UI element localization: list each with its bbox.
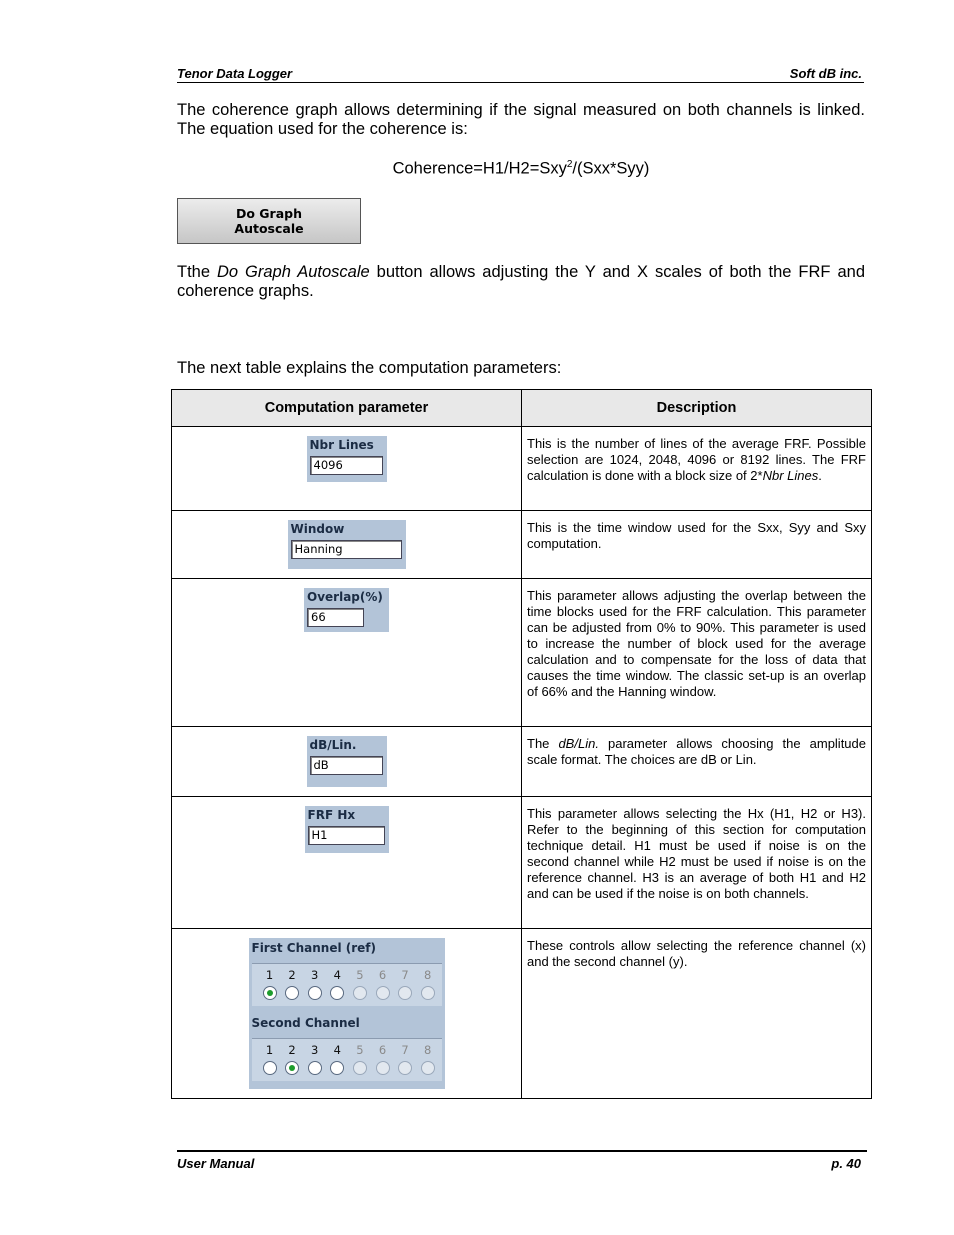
channel-radio-7 [398, 986, 412, 1000]
db-lin-field[interactable]: dB [310, 756, 383, 775]
nbr-lines-field[interactable]: 4096 [310, 456, 383, 475]
frf-hx-label: FRF Hx [307, 808, 356, 822]
table-intro: The next table explains the computation parameters: [177, 359, 562, 377]
computation-parameters-table [171, 389, 872, 1099]
channel-radio-1[interactable] [263, 1061, 277, 1075]
equation-exponent: 2 [566, 159, 573, 170]
param-cell [172, 727, 522, 797]
channel-radio-5 [353, 986, 367, 1000]
description-cell [522, 427, 872, 511]
first-channel-label: First Channel (ref) [251, 941, 376, 955]
desc-text: This is the number of lines of the average FRF. Possible selection are 1024, 2048, 4096 or 8192 lines. The FRF calculation is done with a block size of 2* [527, 436, 866, 483]
channel-number-label: 5 [356, 968, 364, 982]
table-row [172, 797, 872, 929]
header-title: Tenor Data Logger [177, 66, 293, 81]
autoscale-text-post: button allows adjusting the Y and X scales of both the FRF and coherence graphs. [177, 263, 865, 300]
frf-hx-control [305, 806, 389, 853]
equation-denominator: /(Sxx*Syy) [572, 159, 650, 178]
channel-radio-3[interactable] [308, 986, 322, 1000]
button-label-line1: Do Graph [235, 206, 303, 221]
channel-radio-6 [376, 986, 390, 1000]
table-row [172, 929, 872, 1099]
do-graph-autoscale-button[interactable] [177, 198, 361, 244]
overlap-label: Overlap(%) [307, 590, 383, 604]
channel-number-label: 3 [311, 968, 319, 982]
description-cell [522, 727, 872, 797]
header-company: Soft dB inc. [789, 66, 862, 81]
channel-number-label: 4 [333, 1043, 341, 1057]
param-cell [172, 427, 522, 511]
channel-radio-2[interactable] [285, 1061, 299, 1075]
coherence-equation [177, 159, 865, 179]
first-channel-radio-group [252, 963, 442, 1006]
channel-radio-8 [421, 986, 435, 1000]
table-row [172, 427, 872, 511]
channel-number-label: 2 [288, 1043, 296, 1057]
channel-number-label: 2 [288, 968, 296, 982]
intro-paragraph: The coherence graph allows determining if the signal measured on both channels is linked. The equation used for the coherence is: [177, 101, 865, 138]
window-label: Window [290, 522, 345, 536]
page-header [177, 64, 864, 83]
description-cell: This parameter allows adjusting the overlap between the time blocks used for the FRF calculation. This parameter can be adjusted from 0% to 90%. This parameter is used to increase the number of block used for the average calculation and to compensate for the loss of data that causes the time window. The classic set-up is an overlap of 66% and the Hanning window. [522, 579, 872, 727]
channel-number-label: 5 [356, 1043, 364, 1057]
equation-main: Coherence=H1/H2=Sxy [392, 159, 567, 178]
param-cell [172, 579, 522, 727]
table-row [172, 727, 872, 797]
overlap-field[interactable]: 66 [307, 608, 364, 627]
page-number: p. 40 [831, 1156, 861, 1171]
desc-em: dB/Lin. [558, 736, 599, 751]
desc-text-end: parameter allows choosing the amplitude scale format. The choices are dB or Lin. [527, 736, 866, 767]
column-header-parameter: Computation parameter [172, 390, 522, 427]
channel-number-label: 8 [424, 968, 432, 982]
window-control [288, 520, 406, 569]
nbr-lines-control [307, 436, 387, 482]
channel-radio-7 [398, 1061, 412, 1075]
channel-number-label: 1 [265, 1043, 274, 1057]
channel-number-label: 7 [401, 968, 409, 982]
footer-title: User Manual [177, 1156, 255, 1171]
autoscale-paragraph [177, 263, 865, 301]
window-field[interactable]: Hanning [291, 540, 402, 559]
channel-radio-5 [353, 1061, 367, 1075]
desc-text: The [527, 736, 559, 751]
button-label-line2: Autoscale [234, 221, 304, 236]
db-lin-label: dB/Lin. [309, 738, 357, 752]
param-cell [172, 797, 522, 929]
channel-radio-3[interactable] [308, 1061, 322, 1075]
channel-radio-4[interactable] [330, 1061, 344, 1075]
nbr-lines-label: Nbr Lines [309, 438, 374, 452]
description-cell: These controls allow selecting the reference channel (x) and the second channel (y). [522, 929, 872, 1099]
autoscale-text-em: Do Graph Autoscale [216, 263, 370, 281]
channel-number-label: 6 [378, 968, 387, 982]
channel-number-label: 6 [378, 1043, 387, 1057]
overlap-control [304, 588, 389, 632]
desc-em: Nbr Lines [762, 468, 819, 483]
channel-selector-panel [249, 938, 445, 1089]
description-cell: This parameter allows selecting the Hx (H1, H2 or H3). Refer to the beginning of this section for computation technique detail. H1 must be used if noise is on the second channel while H2 must be used if noise is on the reference channel. H3 is an average of both H1 and H2 and can be used if the noise is on both channels. [522, 797, 872, 929]
db-lin-control [307, 736, 387, 787]
column-header-description: Description [522, 390, 872, 427]
channel-number-label: 8 [424, 1043, 432, 1057]
channel-number-label: 1 [265, 968, 274, 982]
channel-radio-4[interactable] [330, 986, 344, 1000]
param-cell [172, 929, 522, 1099]
description-cell: This is the time window used for the Sxx, Syy and Sxy computation. [522, 511, 872, 579]
second-channel-radio-group [252, 1038, 442, 1081]
channel-number-label: 4 [333, 968, 341, 982]
desc-text-end: . [818, 468, 822, 483]
channel-radio-2[interactable] [285, 986, 299, 1000]
table-row [172, 579, 872, 727]
channel-radio-6 [376, 1061, 390, 1075]
channel-number-label: 3 [311, 1043, 319, 1057]
channel-radio-1[interactable] [263, 986, 277, 1000]
page-footer [177, 1150, 867, 1174]
autoscale-text-pre: Tthe [177, 263, 217, 281]
channel-radio-8 [421, 1061, 435, 1075]
frf-hx-field[interactable]: H1 [308, 826, 385, 845]
second-channel-label: Second Channel [251, 1016, 360, 1030]
param-cell [172, 511, 522, 579]
channel-number-label: 7 [401, 1043, 409, 1057]
table-row [172, 511, 872, 579]
